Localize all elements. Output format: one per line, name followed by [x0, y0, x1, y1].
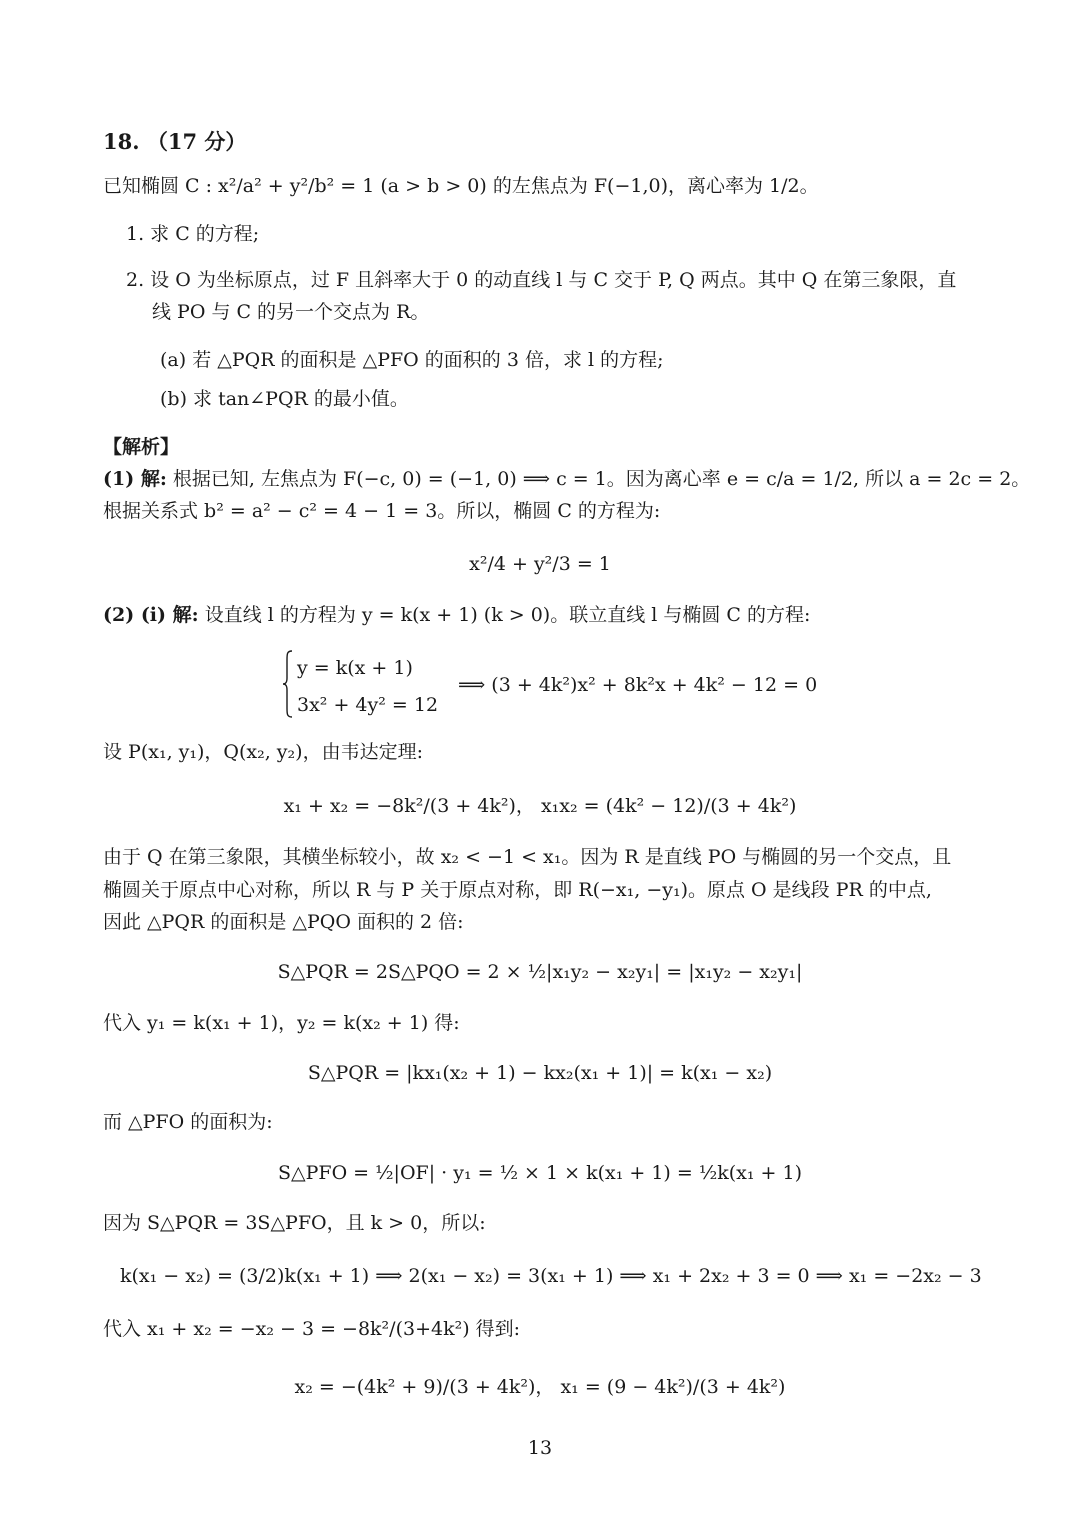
- system-result: ⟹ (3 + 4k²)x² + 8k²x + 4k² − 12 = 0: [458, 674, 818, 696]
- substitution-intro: 代入 y₁ = k(x₁ + 1)，y₂ = k(x₂ + 1) 得:: [103, 1012, 460, 1034]
- solution-heading: 【解析】: [103, 436, 180, 458]
- paragraph-line-3: 因此 △PQR 的面积是 △PQO 面积的 2 倍:: [103, 911, 464, 933]
- area-pqr-k-formula: S△PQR = |kx₁(x₂ + 1) − kx₂(x₁ + 1)| = k(x₁ − x₂): [307, 1062, 773, 1084]
- part-2-line-1: [103, 606, 810, 625]
- part-1-line-2: 根据关系式 b² = a² − c² = 4 − 1 = 3。所以，椭圆 C 的方程为:: [103, 500, 661, 522]
- part-1-text: 根据已知, 左焦点为 F(−c, 0) = (−1, 0) ⟹ c = 1。因为离心率 e = c/a = 1/2, 所以 a = 2c = 2。: [172, 468, 1031, 490]
- condition-intro: 因为 S△PQR = 3S△PFO，且 k > 0，所以:: [103, 1212, 486, 1234]
- question-2a: (a) 若 △PQR 的面积是 △PFO 的面积的 3 倍，求 l 的方程;: [160, 349, 664, 371]
- part-1-label: (1) 解:: [103, 468, 167, 490]
- system-equation-1: y = k(x + 1): [297, 657, 413, 679]
- vieta-intro: 设 P(x₁, y₁)，Q(x₂, y₂)，由韦达定理:: [103, 741, 423, 763]
- question-2b: (b) 求 tan∠PQR 的最小值。: [160, 388, 409, 410]
- vieta-formulas: x₁ + x₂ = −8k²/(3 + 4k²)， x₁x₂ = (4k² − 12)/(3 + 4k²): [283, 795, 797, 817]
- question-2-line-1: 2. 设 O 为坐标原点，过 F 且斜率大于 0 的动直线 l 与 C 交于 P, Q 两点。其中 Q 在第三象限，直: [126, 269, 957, 291]
- question-2-line-2: 线 PO 与 C 的另一个交点为 R。: [152, 301, 430, 323]
- pfo-intro: 而 △PFO 的面积为:: [103, 1111, 273, 1133]
- problem-stem: 已知椭圆 C : x²/a² + y²/b² = 1 (a > b > 0) 的左焦点为 F(−1,0)，离心率为 1/2。: [103, 175, 819, 197]
- area-pqr-formula: S△PQR = 2S△PQO = 2 × ½|x₁y₂ − x₂y₁| = |x₁y₂ − x₂y₁|: [277, 961, 803, 983]
- part-1-line-1: [103, 470, 1030, 489]
- area-pfo-formula: S△PFO = ½|OF| · y₁ = ½ × 1 × k(x₁ + 1) = ½k(x₁ + 1): [277, 1162, 803, 1184]
- page-number: 13: [527, 1437, 553, 1459]
- system-equation-2: 3x² + 4y² = 12: [297, 694, 439, 716]
- part-2-label: (2) (i) 解:: [103, 604, 199, 626]
- problem-number: 18. （17 分）: [103, 129, 247, 154]
- paragraph-line-1: 由于 Q 在第三象限，其横坐标较小，故 x₂ < −1 < x₁。因为 R 是直线 PO 与椭圆的另一个交点，且: [103, 846, 952, 868]
- system-brace: [283, 650, 293, 718]
- ellipse-equation: x²/4 + y²/3 = 1: [469, 553, 611, 575]
- derivation-chain: k(x₁ − x₂) = (3/2)k(x₁ + 1) ⟹ 2(x₁ − x₂) = 3(x₁ + 1) ⟹ x₁ + 2x₂ + 3 = 0 ⟹ x₁ = −2x₂ − 3: [120, 1265, 982, 1287]
- paragraph-line-2: 椭圆关于原点中心对称，所以 R 与 P 关于原点对称，即 R(−x₁, −y₁)。原点 O 是线段 PR 的中点,: [103, 879, 932, 901]
- substitution-2-intro: 代入 x₁ + x₂ = −x₂ − 3 = −8k²/(3+4k²) 得到:: [103, 1318, 521, 1340]
- part-2-text: 设直线 l 的方程为 y = k(x + 1) (k > 0)。联立直线 l 与椭圆 C 的方程:: [204, 604, 811, 626]
- final-result: x₂ = −(4k² + 9)/(3 + 4k²)， x₁ = (9 − 4k²)/(3 + 4k²): [294, 1376, 786, 1398]
- question-1: 1. 求 C 的方程;: [126, 223, 260, 245]
